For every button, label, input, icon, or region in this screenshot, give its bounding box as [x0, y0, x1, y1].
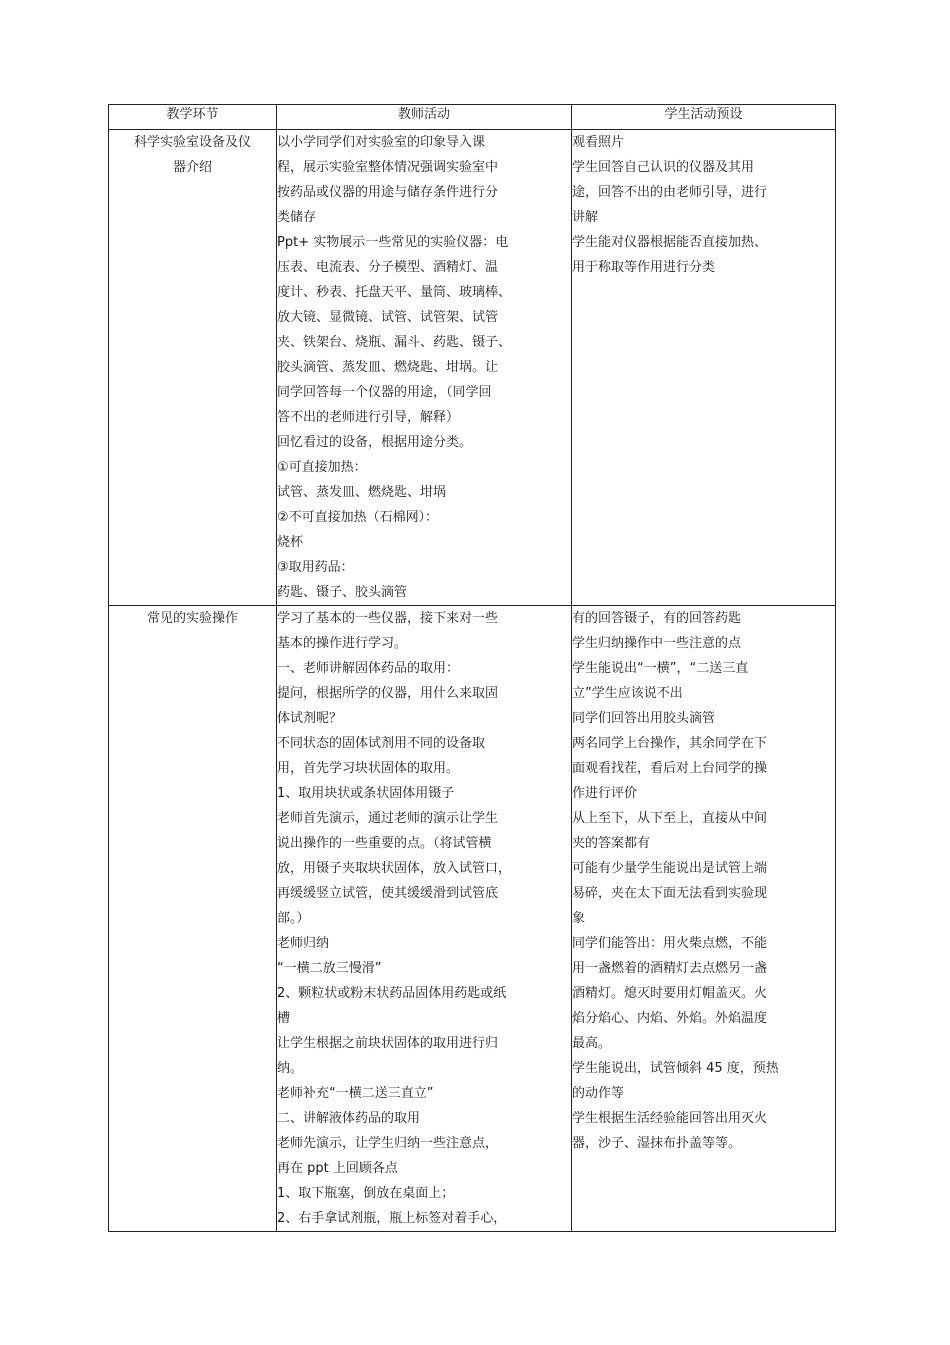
- student-line: 学生能说出“一横”，“二送三直: [572, 661, 749, 676]
- teacher-line: ③取用药品：: [277, 560, 354, 575]
- teacher-line: ②不可直接加热（石棉网）：: [277, 510, 439, 525]
- student-cell: [572, 130, 836, 606]
- table-row: [109, 130, 836, 606]
- teacher-line: 二、讲解液体药品的取用: [277, 1111, 421, 1126]
- student-line: 立”学生应该说不出: [572, 686, 683, 701]
- student-line: 学生能说出，试管倾斜 45 度，预热: [572, 1061, 779, 1076]
- student-line: 可能有少量学生能说出是试管上端: [572, 861, 768, 876]
- teacher-line: 烧杯: [277, 535, 304, 550]
- student-line: 学生根据生活经验能回答出用灭火: [572, 1111, 768, 1126]
- teacher-line: 让学生根据之前块状固体的取用进行归: [277, 1036, 499, 1051]
- student-line: 夹的答案都有: [572, 836, 651, 851]
- student-line: 易碎，夹在太下面无法看到实验现: [572, 886, 768, 901]
- student-line: 用于称取等作用进行分类: [572, 260, 716, 275]
- teacher-line: 老师首先演示，通过老师的演示让学生: [277, 811, 499, 826]
- teacher-line: 基本的操作进行学习。: [277, 636, 408, 651]
- teacher-line: 一、老师讲解固体药品的取用：: [277, 661, 460, 676]
- teacher-line: “一横二放三慢滑”: [277, 961, 382, 976]
- student-line: 用一盏燃着的酒精灯去点燃另一盏: [572, 961, 768, 976]
- teacher-line: 体试剂呢？: [277, 711, 343, 726]
- student-line: 途，回答不出的由老师引导，进行: [572, 185, 768, 200]
- teacher-line: 以小学同学们对实验室的印象导入课: [277, 135, 486, 150]
- student-line: 象: [572, 911, 586, 926]
- header-student-activity: 学生活动预设: [572, 105, 836, 130]
- header-stage: 教学环节: [109, 105, 277, 130]
- header-teacher-activity: 教师活动: [277, 105, 572, 130]
- student-line: 同学们回答出用胶头滴管: [572, 711, 716, 726]
- teacher-line: 老师补充“一横二送三直立”: [277, 1086, 434, 1101]
- student-line: 学生回答自己认识的仪器及其用: [572, 160, 755, 175]
- teacher-line: 再在 ppt 上回顾各点: [277, 1161, 398, 1176]
- teacher-line: 部。）: [277, 911, 310, 926]
- student-line: 面观看找茬，看后对上台同学的操: [572, 761, 768, 776]
- student-line: 观看照片: [572, 135, 625, 150]
- teacher-cell: [277, 130, 572, 606]
- teacher-line: 放大镜、显微镜、试管、试管架、试管: [277, 310, 499, 325]
- stage-line: 器介绍: [172, 160, 212, 175]
- student-line: 同学们能答出：用火柴点燃，不能: [572, 936, 768, 951]
- teacher-line: 纳。: [277, 1061, 304, 1076]
- teacher-line: 再缓缓竖立试管，使其缓缓滑到试管底: [277, 886, 499, 901]
- teacher-line: 老师先演示，让学生归纳一些注意点，: [277, 1136, 499, 1151]
- teacher-line: 槽: [277, 1011, 291, 1026]
- teacher-line: 度计、秒表、托盘天平、量筒、玻璃棒、: [277, 285, 512, 300]
- student-line: 有的回答镊子，有的回答药匙: [572, 611, 742, 626]
- teacher-line: 用，首先学习块状固体的取用。: [277, 761, 460, 776]
- teacher-line: 老师归纳: [277, 936, 330, 951]
- teacher-line: 夹、铁架台、烧瓶、漏斗、药匙、镊子、: [277, 335, 512, 350]
- teacher-cell: [277, 606, 572, 1232]
- teacher-line: 说出操作的一些重要的点。（将试管横: [277, 836, 492, 851]
- student-line: 的动作等: [572, 1086, 625, 1101]
- teacher-line: 1、取用块状或条状固体用镊子: [277, 786, 455, 801]
- teacher-line: 胶头滴管、蒸发皿、燃烧匙、坩埚。让: [277, 360, 499, 375]
- student-line: 讲解: [572, 210, 599, 225]
- student-line: 焰分焰心、内焰、外焰。外焰温度: [572, 1011, 768, 1026]
- teacher-line: 1、取下瓶塞，倒放在桌面上；: [277, 1186, 455, 1201]
- teacher-line: 回忆看过的设备，根据用途分类。: [277, 435, 473, 450]
- teacher-line: 提问，根据所学的仪器，用什么来取固: [277, 686, 499, 701]
- student-line: 作进行评价: [572, 786, 638, 801]
- student-line: 学生能对仪器根据能否直接加热、: [572, 235, 768, 250]
- stage-cell: [109, 130, 277, 606]
- header-row: [109, 105, 836, 130]
- student-cell: [572, 606, 836, 1232]
- teacher-line: 2、颗粒状或粉末状药品固体用药匙或纸: [277, 986, 507, 1001]
- teacher-line: 2、右手拿试剂瓶，瓶上标签对着手心，: [277, 1211, 507, 1226]
- teacher-line: 类储存: [277, 210, 317, 225]
- table-row: [109, 606, 836, 1232]
- teacher-line: 学习了基本的一些仪器，接下来对一些: [277, 611, 499, 626]
- student-line: 酒精灯。熄灭时要用灯帽盖灭。火: [572, 986, 768, 1001]
- teacher-line: 程，展示实验室整体情况强调实验室中: [277, 160, 499, 175]
- student-line: 最高。: [572, 1036, 612, 1051]
- teacher-line: 同学回答每一个仪器的用途，（同学回: [277, 385, 492, 400]
- teacher-line: Ppt+ 实物展示一些常见的实验仪器：电: [277, 235, 509, 250]
- teacher-line: 按药品或仪器的用途与储存条件进行分: [277, 185, 499, 200]
- teacher-line: 试管、蒸发皿、燃烧匙、坩埚: [277, 485, 447, 500]
- teacher-line: 答不出的老师进行引导，解释）: [277, 410, 460, 425]
- lesson-plan-table: [108, 104, 836, 1232]
- student-line: 两名同学上台操作，其余同学在下: [572, 736, 768, 751]
- teacher-line: 药匙、镊子、胶头滴管: [277, 585, 408, 600]
- stage-line: 常见的实验操作: [146, 611, 238, 626]
- teacher-line: ①可直接加热：: [277, 460, 367, 475]
- student-line: 器，沙子、湿抹布扑盖等等。: [572, 1136, 742, 1151]
- stage-line: 科学实验室设备及仪: [133, 135, 251, 150]
- student-line: 从上至下，从下至上，直接从中间: [572, 811, 768, 826]
- teacher-line: 放，用镊子夹取块状固体，放入试管口，: [277, 861, 512, 876]
- teacher-line: 压表、电流表、分子模型、酒精灯、温: [277, 260, 499, 275]
- student-line: 学生归纳操作中一些注意的点: [572, 636, 742, 651]
- teacher-line: 不同状态的固体试剂用不同的设备取: [277, 736, 486, 751]
- stage-cell: [109, 606, 277, 1232]
